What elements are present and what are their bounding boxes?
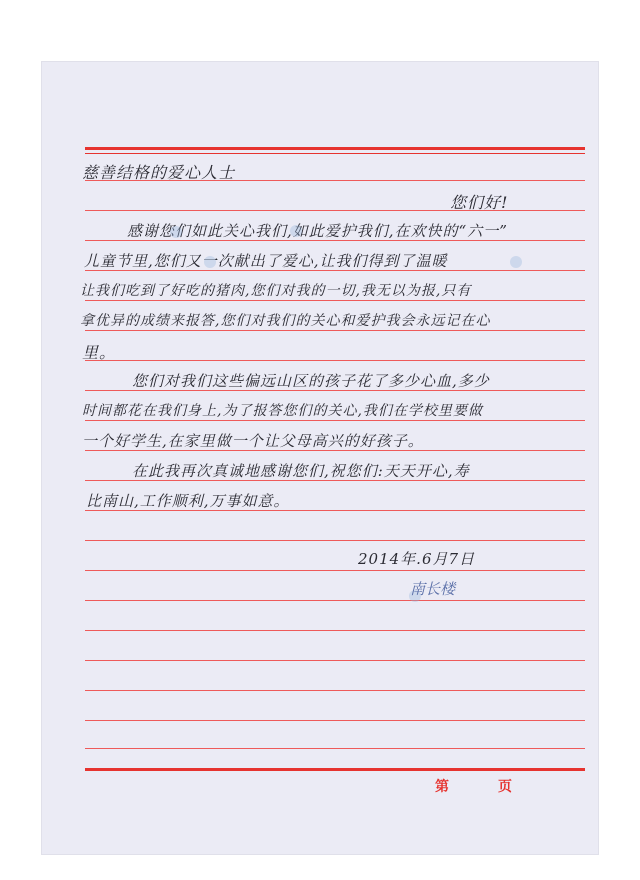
letter-line: 儿童节里,您们又一次献出了爱心,让我们得到了温暖 — [84, 252, 448, 270]
ink-smudge — [204, 256, 216, 268]
ruled-line — [85, 360, 585, 361]
top-rule-thin — [85, 153, 585, 154]
ink-smudge — [510, 256, 522, 268]
letter-line: 拿优异的成绩来报答,您们对我们的关心和爱护我会永远记在心 — [80, 313, 491, 329]
letter-line: 一个好学生,在家里做一个让父母高兴的好孩子。 — [82, 432, 424, 450]
letter-line: 您们对我们这些偏远山区的孩子花了多少心血,多少 — [132, 372, 490, 390]
letter-line: 在此我再次真诚地感谢您们,祝您们:天天开心,寿 — [132, 462, 470, 480]
signature: 南长楼 — [410, 580, 456, 598]
letter-line: 让我们吃到了好吃的猪肉,您们对我的一切,我无以为报,只有 — [80, 283, 472, 299]
ruled-line — [85, 660, 585, 661]
letter-line: 比南山,工作顺利,万事如意。 — [86, 492, 290, 510]
bottom-rule — [85, 768, 585, 771]
letter-date: 2014年.6月7日 — [358, 550, 476, 568]
salutation: 慈善结格的爱心人士 — [82, 163, 236, 182]
ruled-line — [85, 210, 585, 211]
ink-smudge — [170, 226, 182, 238]
ruled-line — [85, 630, 585, 631]
letter-line: 里。 — [82, 343, 117, 362]
greeting: 您们好! — [450, 193, 509, 212]
letter-line: 感谢您们如此关心我们,如此爱护我们,在欢快的“六一” — [127, 222, 508, 240]
top-rule — [85, 147, 585, 150]
ruled-line — [85, 748, 585, 749]
ruled-line — [85, 720, 585, 721]
ruled-line — [85, 540, 585, 541]
page-label-suffix: 页 — [498, 779, 512, 795]
page-label-prefix: 第 — [435, 779, 449, 795]
ruled-line — [85, 690, 585, 691]
ruled-line — [85, 300, 585, 301]
ruled-line — [85, 570, 585, 571]
ruled-line — [85, 420, 585, 421]
ink-smudge — [290, 225, 302, 237]
letter-line: 时间都花在我们身上,为了报答您们的关心,我们在学校里要做 — [82, 403, 483, 419]
ruled-line — [85, 330, 585, 331]
ruled-line — [85, 600, 585, 601]
letter-paper — [42, 62, 598, 854]
